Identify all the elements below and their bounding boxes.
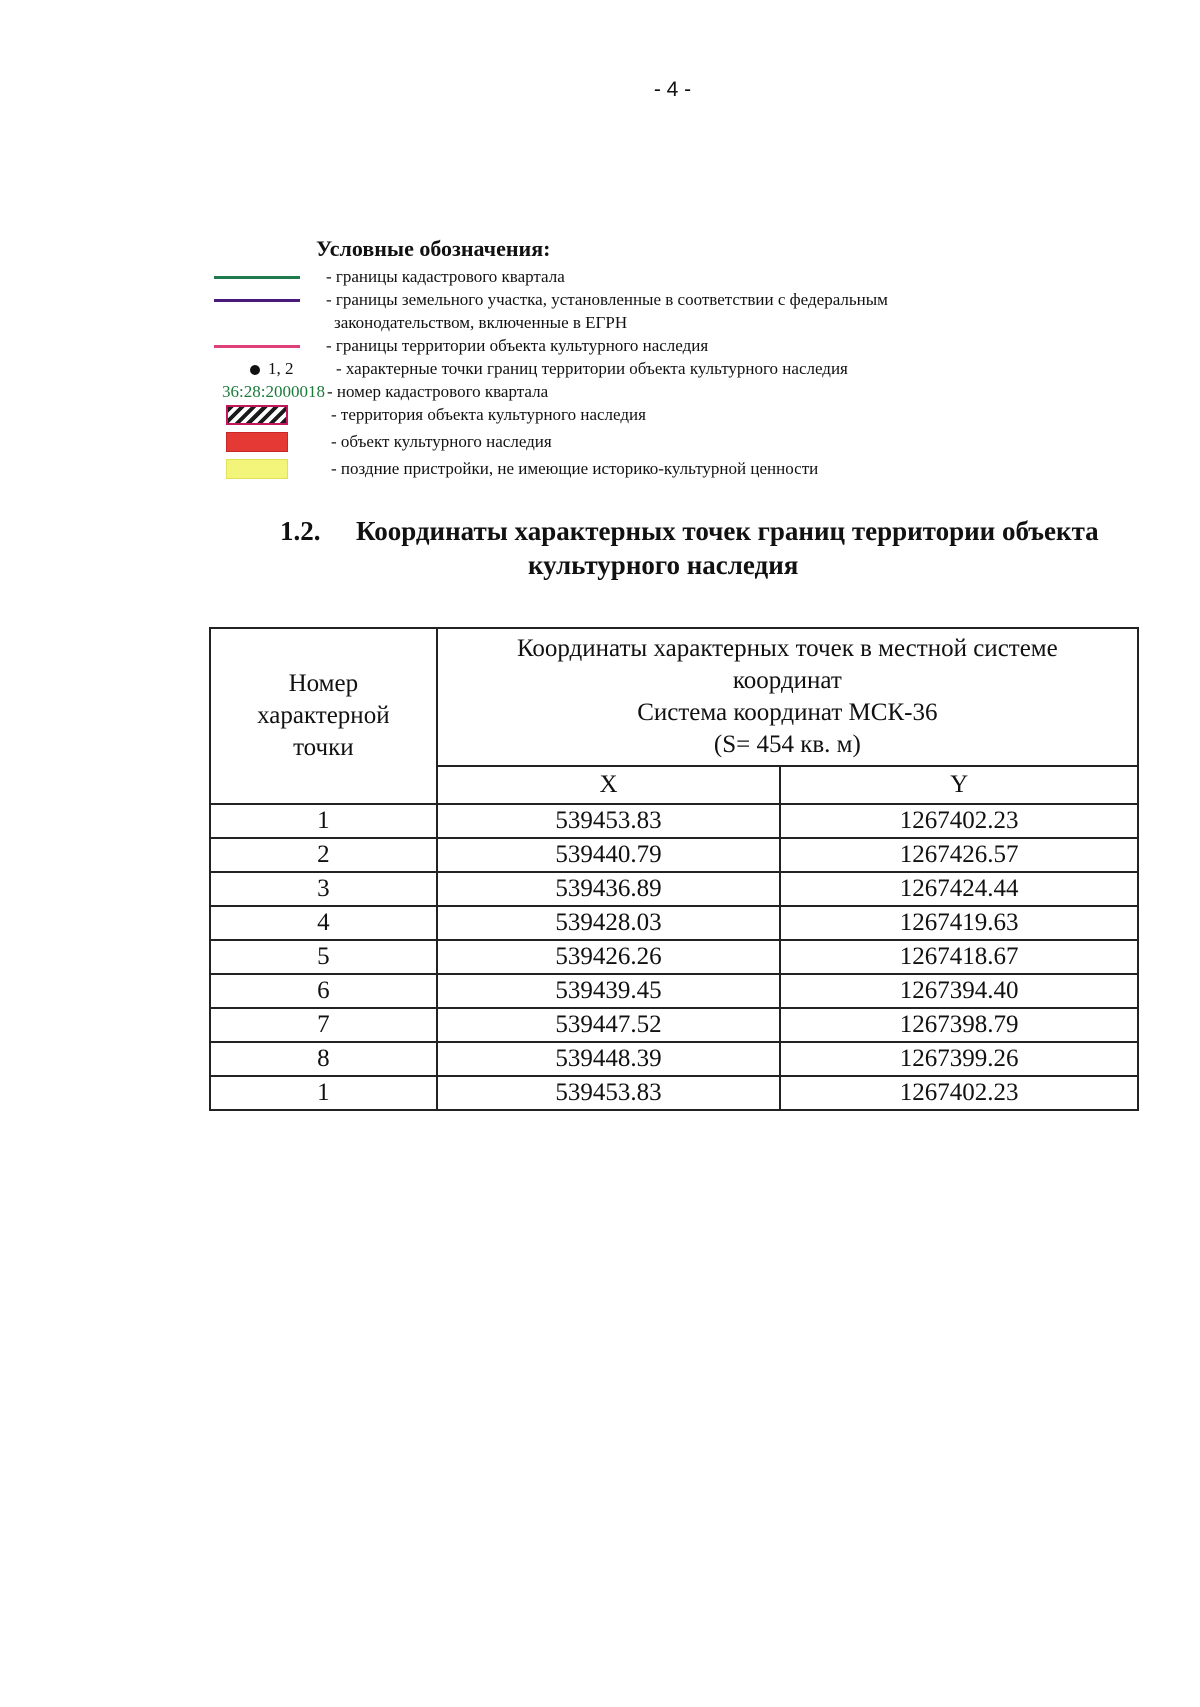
y-coordinate-cell: 1267394.40 [780, 974, 1138, 1008]
x-coordinate-cell: 539428.03 [437, 906, 781, 940]
header-line: координат [732, 667, 842, 694]
cadastral-code-label: 36:28:2000018 [222, 382, 325, 401]
header-line: Система координат МСК-36 [637, 699, 938, 726]
point-label: 1, 2 [268, 359, 294, 378]
point-number-cell: 2 [210, 838, 437, 872]
legend-item-cadastral-number [200, 381, 1100, 405]
legend-symbol [200, 431, 325, 455]
legend-text: - поздние пристройки, не имеющие историко-культурной ценности [331, 459, 819, 478]
legend-symbol [200, 404, 325, 428]
point-dot-icon [250, 365, 260, 375]
legend-symbol [200, 266, 325, 290]
header-line: (S= 454 кв. м) [713, 731, 861, 758]
header-line: Координаты характерных точек в местной системе [516, 635, 1058, 662]
x-coordinate-cell: 539440.79 [437, 838, 781, 872]
x-coordinate-cell: 539453.83 [437, 1076, 781, 1110]
coordinates-group-header [437, 628, 1138, 766]
legend-text: - границы территории объекта культурного наследия [326, 336, 709, 355]
legend-text: - границы земельного участка, установленные в соответствии с федеральным [326, 290, 888, 309]
x-coordinate-cell: 539426.26 [437, 940, 781, 974]
legend-text: - характерные точки границ территории объекта культурного наследия [336, 359, 848, 378]
point-number-cell: 6 [210, 974, 437, 1008]
y-coordinate-cell: 1267419.63 [780, 906, 1138, 940]
legend-text: - объект культурного наследия [331, 432, 552, 451]
hatched-area-icon [226, 405, 288, 425]
legend-symbol [200, 381, 325, 405]
section-title-line2: культурного наследия [528, 550, 799, 580]
legend-symbol [200, 289, 325, 313]
table-row [210, 940, 1138, 974]
table-row [210, 974, 1138, 1008]
legend-item-late-additions [200, 458, 1100, 482]
legend-item-land-plot-boundary [200, 289, 1100, 313]
legend-symbol [200, 458, 325, 482]
legend-symbol [200, 335, 325, 359]
legend-text: - границы кадастрового квартала [326, 267, 565, 286]
table-row [210, 1076, 1138, 1110]
legend-symbol [200, 358, 325, 382]
table-row [210, 906, 1138, 940]
table-header-row [210, 628, 1138, 766]
legend-title: Условные обозначения: [316, 236, 551, 261]
green-line-icon [214, 276, 300, 279]
y-coordinate-cell: 1267418.67 [780, 940, 1138, 974]
legend-item-land-plot-boundary-cont [200, 312, 1100, 336]
point-number-header [210, 628, 437, 804]
table-row [210, 1008, 1138, 1042]
header-line: характерной [257, 702, 390, 729]
legend-text: - номер кадастрового квартала [327, 382, 549, 401]
x-coordinate-cell: 539439.45 [437, 974, 781, 1008]
yellow-fill-icon [226, 459, 288, 479]
legend-item-heritage-object [200, 431, 1100, 455]
point-number-cell: 1 [210, 1076, 437, 1110]
x-coordinate-cell: 539448.39 [437, 1042, 781, 1076]
y-coordinate-cell: 1267426.57 [780, 838, 1138, 872]
legend-item-characteristic-points [200, 358, 1100, 382]
pink-line-icon [214, 345, 300, 348]
purple-line-icon [214, 299, 300, 302]
section-title-line1: Координаты характерных точек границ территории объекта [356, 516, 1099, 546]
table-row [210, 872, 1138, 906]
point-number-cell: 5 [210, 940, 437, 974]
x-column-header: X [437, 766, 781, 804]
legend-item-heritage-territory-boundary [200, 335, 1100, 359]
legend-item-cadastral-quarter-boundary [200, 266, 1100, 290]
legend-text-continuation: законодательством, включенные в ЕГРН [334, 313, 628, 332]
table-row [210, 1042, 1138, 1076]
point-number-cell: 8 [210, 1042, 437, 1076]
y-coordinate-cell: 1267402.23 [780, 804, 1138, 838]
page-number: - 4 - [653, 78, 692, 101]
point-number-cell: 7 [210, 1008, 437, 1042]
y-column-header: Y [780, 766, 1138, 804]
coordinates-table [209, 627, 1139, 1111]
table-row [210, 838, 1138, 872]
y-coordinate-cell: 1267398.79 [780, 1008, 1138, 1042]
point-number-cell: 1 [210, 804, 437, 838]
x-coordinate-cell: 539447.52 [437, 1008, 781, 1042]
red-fill-icon [226, 432, 288, 452]
legend-item-heritage-territory [200, 404, 1100, 428]
table-row [210, 804, 1138, 838]
y-coordinate-cell: 1267402.23 [780, 1076, 1138, 1110]
point-number-cell: 4 [210, 906, 437, 940]
section-number: 1.2. [280, 516, 321, 546]
point-number-cell: 3 [210, 872, 437, 906]
x-coordinate-cell: 539453.83 [437, 804, 781, 838]
y-coordinate-cell: 1267399.26 [780, 1042, 1138, 1076]
legend-text: - территория объекта культурного наследия [331, 405, 646, 424]
y-coordinate-cell: 1267424.44 [780, 872, 1138, 906]
x-coordinate-cell: 539436.89 [437, 872, 781, 906]
header-line: Номер [288, 670, 359, 697]
header-line: точки [293, 734, 354, 761]
